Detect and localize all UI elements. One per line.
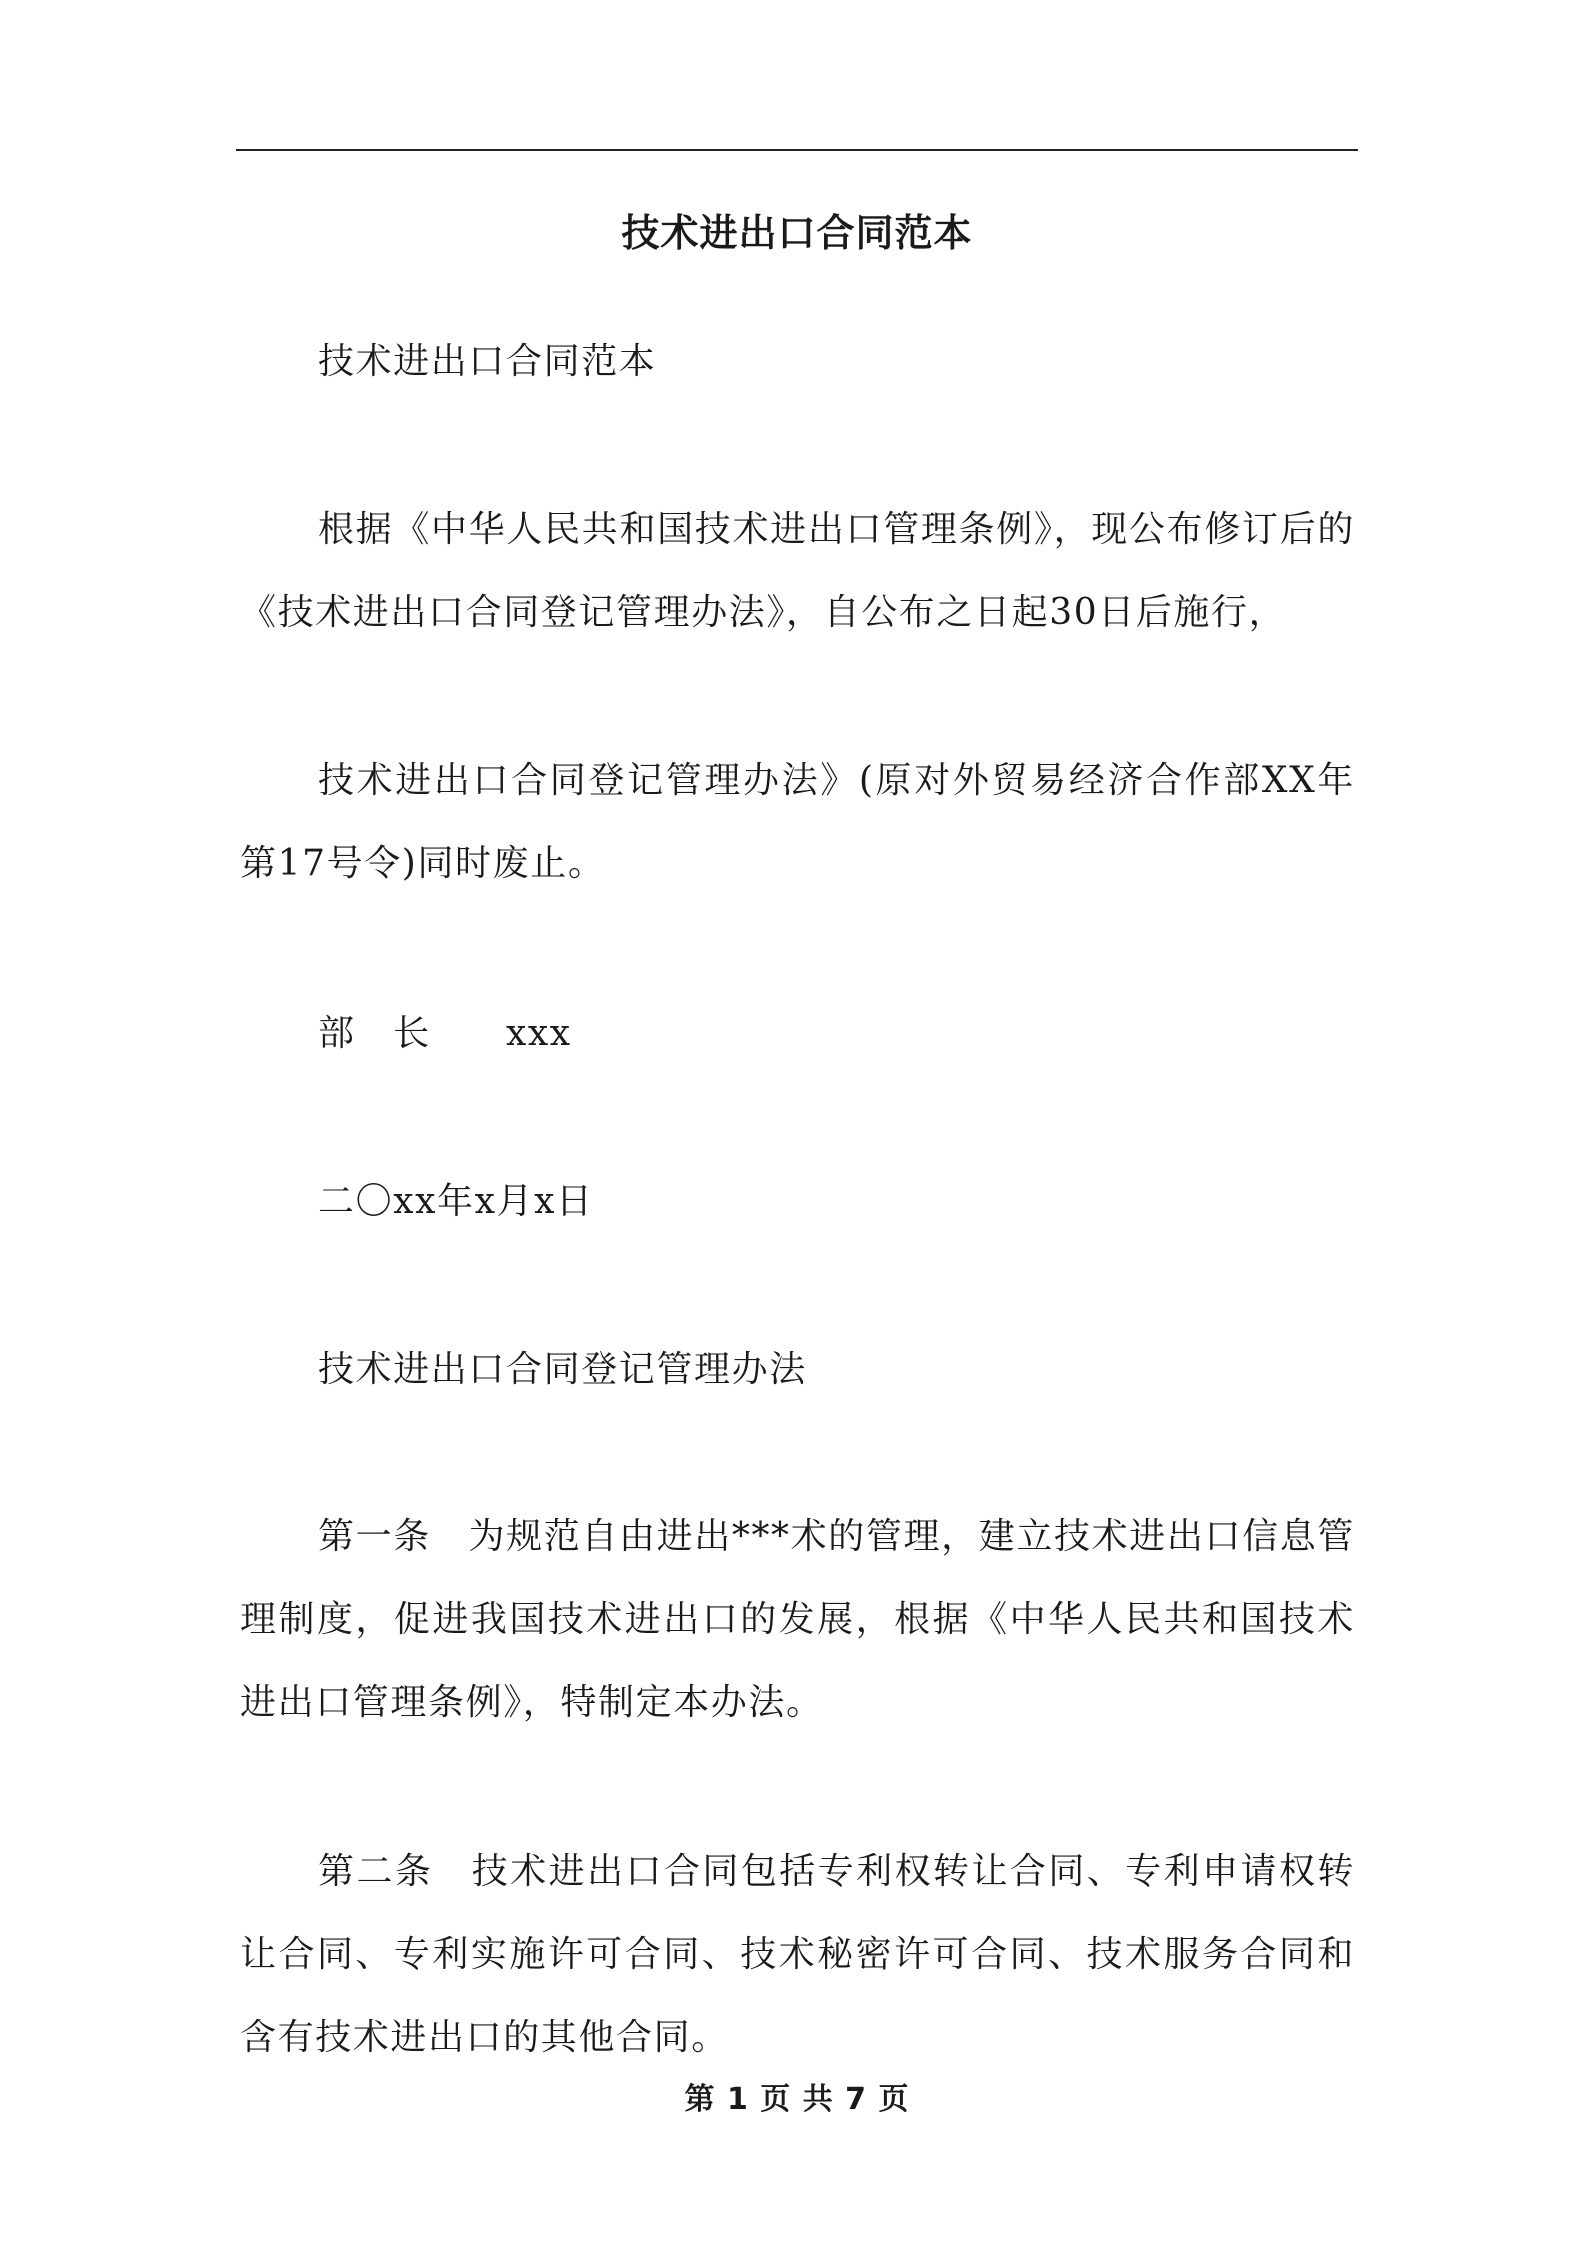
document-title: 技术进出口合同范本 xyxy=(621,210,973,255)
paragraph-article-2: 第二条 技术进出口合同包括专利权转让合同、专利申请权转让合同、专利实施许可合同、技术秘密许可合同、技术服务合同和含有技术进出口的其他合同。 xyxy=(240,1851,1355,2058)
paragraph-signatory: 部 长 xxx xyxy=(318,1013,572,1054)
paragraph-article-1: 第一条 为规范自由进出***术的管理，建立技术进出口信息管理制度，促进我国技术进出口的发展，根据《中华人民共和国技术进出口管理条例》，特制定本办法。 xyxy=(240,1516,1355,1723)
paragraph-repeal: 技术进出口合同登记管理办法》(原对外贸易经济合作部XX年第17号令)同时废止。 xyxy=(240,760,1355,884)
page-number-footer: 第 1 页 共 7 页 xyxy=(684,2082,910,2117)
paragraph-measures-title: 技术进出口合同登记管理办法 xyxy=(318,1349,807,1390)
paragraph-announcement: 根据《中华人民共和国技术进出口管理条例》，现公布修订后的《技术进出口合同登记管理办法》，自公布之日起30日后施行， xyxy=(240,509,1355,633)
header-rule xyxy=(236,149,1358,151)
paragraph-subtitle: 技术进出口合同范本 xyxy=(318,341,657,382)
paragraph-date: 二〇xx年x月x日 xyxy=(318,1181,594,1222)
